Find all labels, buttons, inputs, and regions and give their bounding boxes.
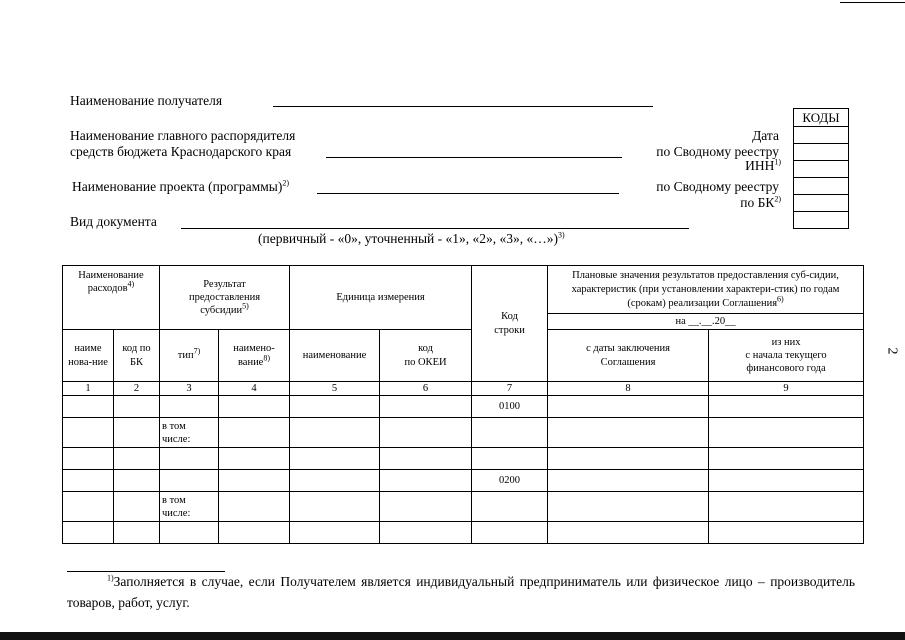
table-cell[interactable] <box>114 418 160 448</box>
recipient-label: Наименование получателя <box>70 93 223 108</box>
table-cell[interactable] <box>548 418 709 448</box>
chief-label-line1: Наименование главного распорядителя <box>70 128 296 143</box>
table-cell[interactable] <box>709 492 864 522</box>
top-rule <box>840 2 905 3</box>
table-cell[interactable] <box>63 448 114 470</box>
table-cell[interactable] <box>709 396 864 418</box>
col-number: 9 <box>709 382 864 396</box>
code-empty-cell[interactable] <box>794 212 849 229</box>
registry-label-2: по Сводному реестру <box>656 179 779 194</box>
subheader-bk-code: код по БК <box>114 330 160 382</box>
table-cell[interactable] <box>114 522 160 544</box>
table-cell[interactable] <box>380 522 472 544</box>
table-row <box>63 418 864 448</box>
subheader-name: наиме нова-ние <box>63 330 114 382</box>
table-cell[interactable] <box>63 492 114 522</box>
table-cell[interactable] <box>548 470 709 492</box>
table-cell[interactable] <box>219 448 290 470</box>
table-cell[interactable] <box>160 448 219 470</box>
table-cell[interactable] <box>472 522 548 544</box>
subheader-from-date: с даты заключения Соглашения <box>548 330 709 382</box>
subheader-ytd: из них с начала текущего финансового года <box>709 330 864 382</box>
column-numbers-row <box>63 382 864 396</box>
subheader-type: тип$^{7)}$ <box>160 330 219 382</box>
table-cell[interactable] <box>380 470 472 492</box>
col-number: 4 <box>219 382 290 396</box>
table-cell[interactable] <box>380 418 472 448</box>
row-code-0200: 0200 <box>472 470 548 492</box>
table-row <box>63 522 864 544</box>
table-cell[interactable] <box>548 396 709 418</box>
table-cell[interactable] <box>548 492 709 522</box>
scan-bottom-edge <box>0 632 905 640</box>
table-cell[interactable] <box>290 492 380 522</box>
table-cell[interactable] <box>290 448 380 470</box>
header-unit: Единица измерения <box>290 266 472 330</box>
table-cell[interactable] <box>219 396 290 418</box>
table-cell[interactable] <box>380 492 472 522</box>
table-cell[interactable] <box>380 396 472 418</box>
including-label: в том числе: <box>160 418 219 448</box>
table-cell[interactable] <box>114 396 160 418</box>
table-row <box>63 448 864 470</box>
project-field[interactable] <box>317 193 619 194</box>
col-number: 3 <box>160 382 219 396</box>
chief-label-line2: средств бюджета Краснодарского края <box>70 144 292 159</box>
table-cell[interactable] <box>380 448 472 470</box>
table-cell[interactable] <box>472 418 548 448</box>
recipient-field[interactable] <box>273 106 653 107</box>
table-cell[interactable] <box>63 418 114 448</box>
table-row <box>63 492 864 522</box>
row-code-0100: 0100 <box>472 396 548 418</box>
table-cell[interactable] <box>472 492 548 522</box>
table-cell[interactable] <box>290 470 380 492</box>
table-cell[interactable] <box>548 522 709 544</box>
table-cell[interactable] <box>114 492 160 522</box>
code-bk-cell[interactable] <box>794 195 849 212</box>
table-cell[interactable] <box>472 448 548 470</box>
code-date-cell[interactable] <box>794 127 849 144</box>
subheader-unit-name: наименование <box>290 330 380 382</box>
header-expenses: Наименование расходов$^{4)}$ <box>63 266 160 330</box>
col-number: 7 <box>472 382 548 396</box>
table-cell[interactable] <box>290 396 380 418</box>
codes-box <box>793 108 849 229</box>
col-number: 2 <box>114 382 160 396</box>
col-number: 1 <box>63 382 114 396</box>
doc-type-label: Вид документа <box>70 214 157 229</box>
table-cell[interactable] <box>290 522 380 544</box>
table-cell[interactable] <box>290 418 380 448</box>
doc-type-hint: (первичный - «0», уточненный - «1», «2», «3», «…»)$^{3)}$ <box>258 230 565 246</box>
col-number: 5 <box>290 382 380 396</box>
bk-label: по БК$^{2)}$ <box>740 194 781 210</box>
project-label: Наименование проекта (программы)$^{2)}$ <box>72 178 289 194</box>
date-label: Дата <box>752 128 779 143</box>
table-cell[interactable] <box>709 448 864 470</box>
chief-field[interactable] <box>326 157 622 158</box>
header-result: Результат предоставления субсидии$^{5)}$ <box>160 266 290 330</box>
code-inn-cell[interactable] <box>794 161 849 178</box>
table-cell[interactable] <box>63 522 114 544</box>
table-cell[interactable] <box>219 418 290 448</box>
code-registry1-cell[interactable] <box>794 144 849 161</box>
table-cell[interactable] <box>160 396 219 418</box>
col-number: 6 <box>380 382 472 396</box>
subheader-title: наимено- вание$^{8)}$ <box>219 330 290 382</box>
inn-label: ИНН$^{1)}$ <box>745 157 781 173</box>
table-cell[interactable] <box>160 522 219 544</box>
registry-label-1: по Сводному реестру <box>656 144 779 159</box>
table-cell[interactable] <box>709 418 864 448</box>
table-row <box>63 396 864 418</box>
plan-date-line[interactable]: на __.__.20__ <box>548 313 864 328</box>
header-plan: Плановые значения результатов предоставления суб-сидии, характеристик (при установлении характери-стик) по годам (срокам) реализации Соглашения$^{6)}$ на __.__.20__ <box>548 266 864 330</box>
subheader-okei: код по ОКЕИ <box>380 330 472 382</box>
col-number: 8 <box>548 382 709 396</box>
table-row <box>63 470 864 492</box>
table-cell[interactable] <box>114 470 160 492</box>
table-cell[interactable] <box>219 470 290 492</box>
results-table <box>62 265 864 544</box>
table-cell[interactable] <box>709 522 864 544</box>
table-cell[interactable] <box>63 396 114 418</box>
doc-type-field[interactable] <box>181 228 689 229</box>
table-cell[interactable] <box>709 470 864 492</box>
including-label: в том числе: <box>160 492 219 522</box>
codes-header: КОДЫ <box>794 109 849 127</box>
table-cell[interactable] <box>63 470 114 492</box>
footnote: $^{1)}$Заполняется в случае, если Получателем является индивидуальный предприниматель или физическое лицо – производитель товаров, работ, услуг. <box>67 573 855 610</box>
table-cell[interactable] <box>548 448 709 470</box>
table-cell[interactable] <box>219 492 290 522</box>
table-cell[interactable] <box>114 448 160 470</box>
page-number: 2 <box>884 347 900 355</box>
table-cell[interactable] <box>219 522 290 544</box>
code-registry2-cell[interactable] <box>794 178 849 195</box>
header-code: Код строки <box>472 266 548 382</box>
table-cell[interactable] <box>160 470 219 492</box>
